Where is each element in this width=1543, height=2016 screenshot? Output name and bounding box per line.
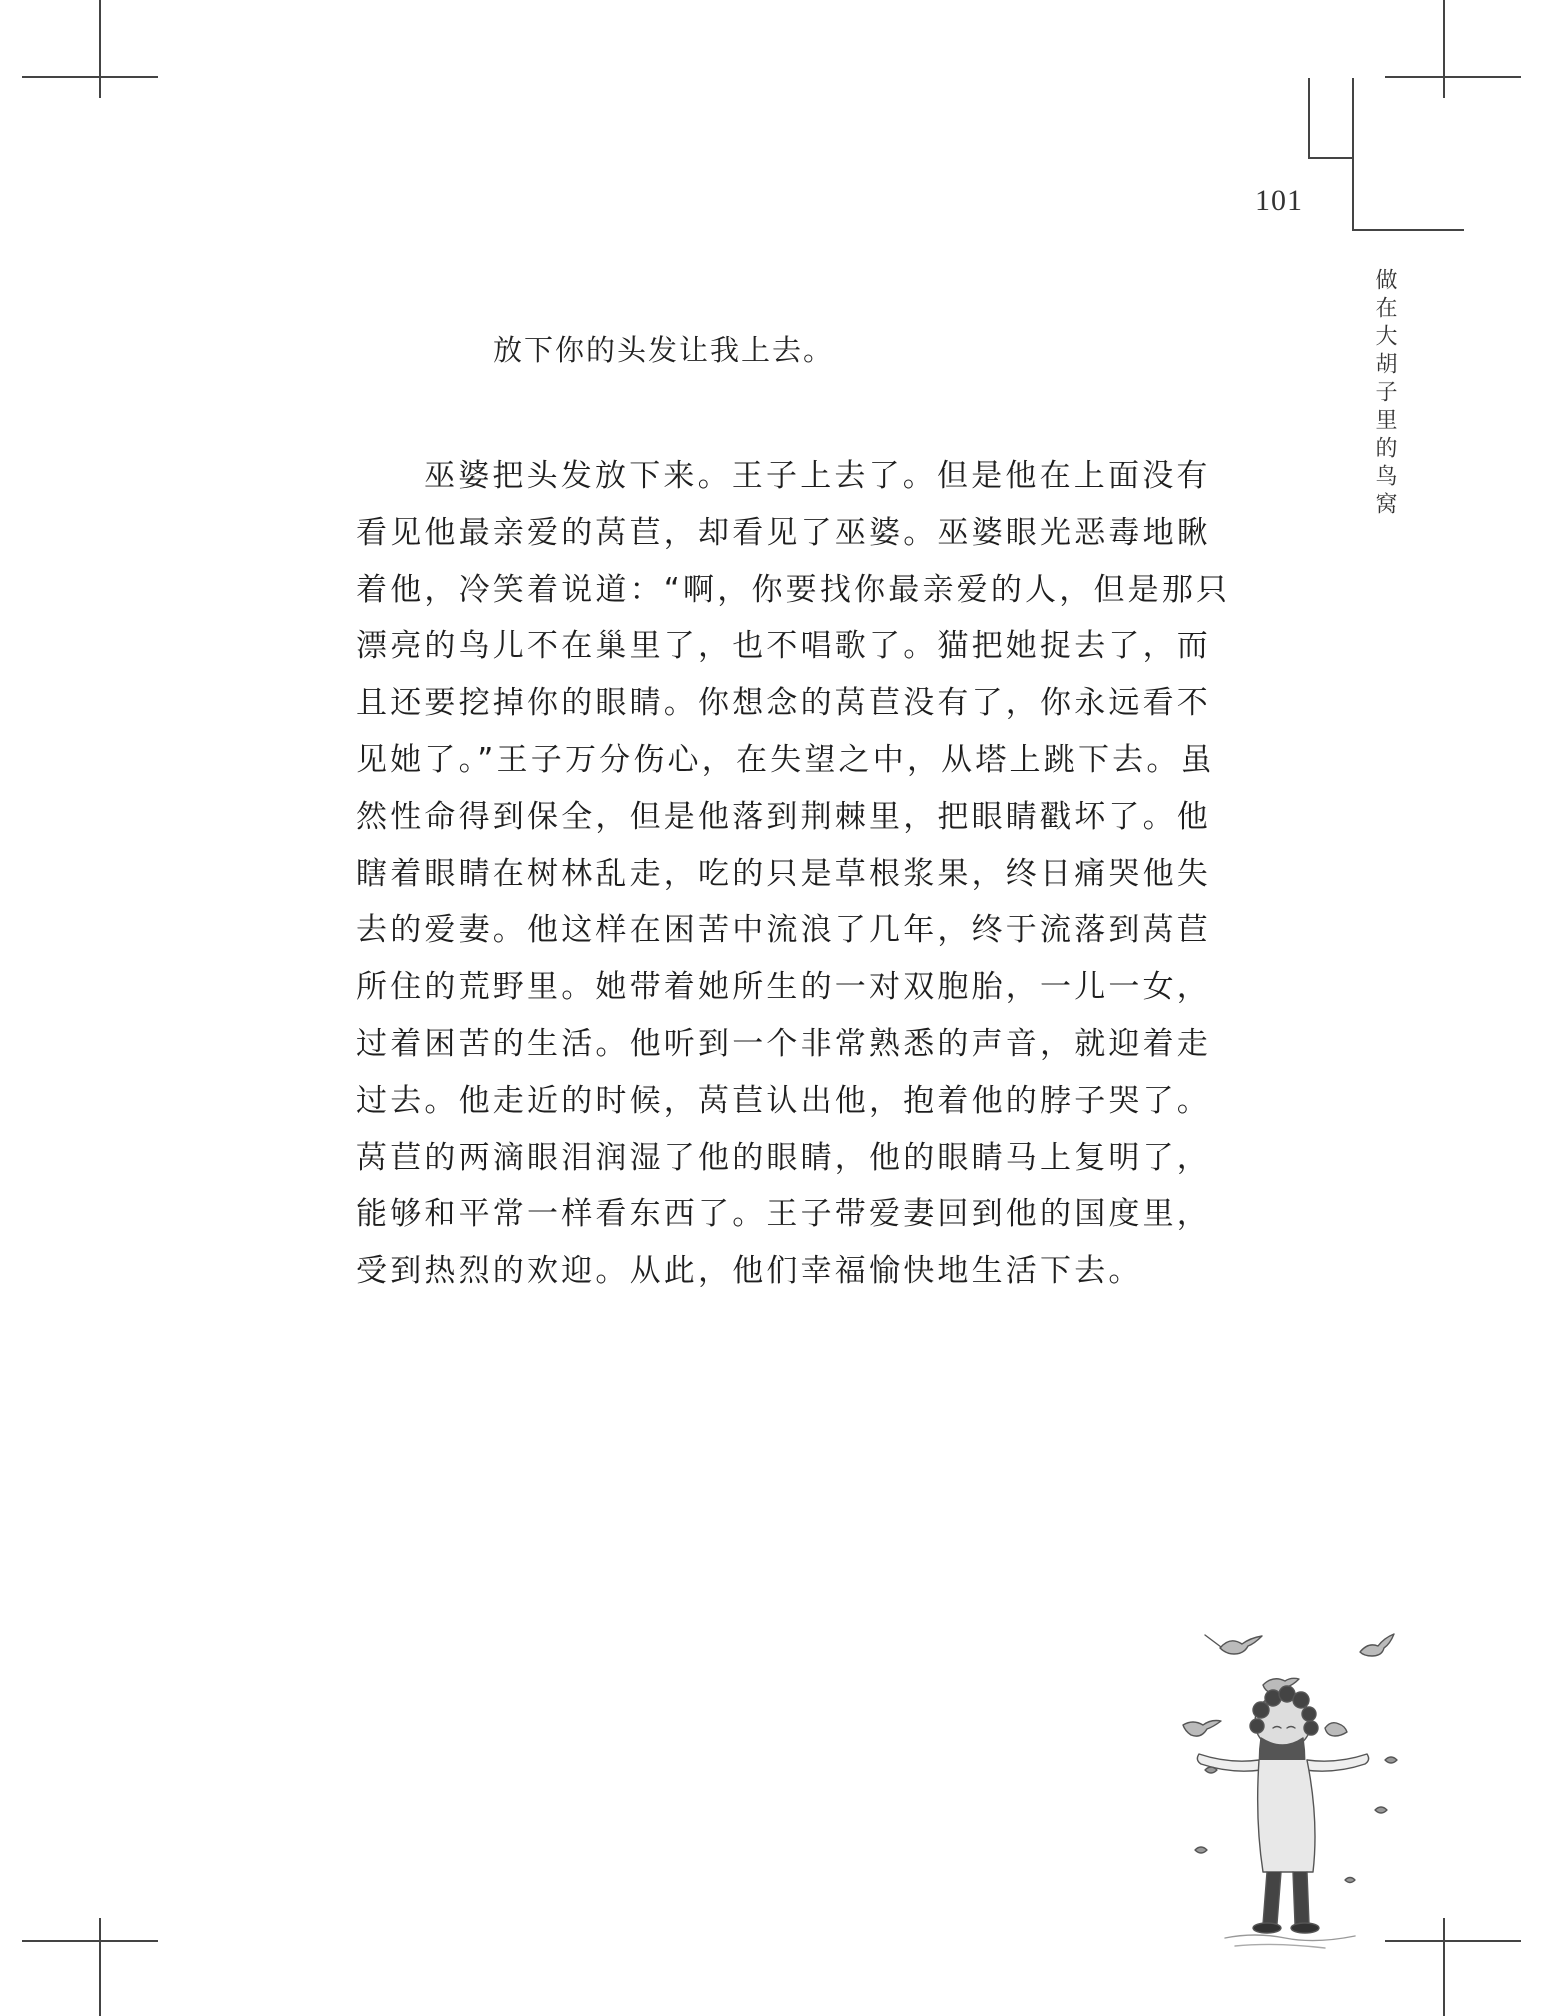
text-line: 受到热烈的欢迎。从此，他们幸福愉快地生活下去。	[356, 1253, 1143, 1290]
text-line: 看见他最亲爱的莴苣，却看见了巫婆。巫婆眼光恶毒地瞅	[356, 514, 1211, 551]
running-head: 做在大胡子里的鸟窝	[1372, 268, 1397, 520]
text-line: 巫婆把头发放下来。王子上去了。但是他在上面没有	[424, 458, 1211, 494]
bearded-man-illustration	[1175, 1610, 1425, 1955]
bird-icon	[1360, 1634, 1394, 1656]
bird-icon	[1205, 1635, 1262, 1654]
text-line: 着他，冷笑着说道：“啊，你要找你最亲爱的人，但是那只	[356, 571, 1231, 608]
left-leg	[1263, 1872, 1281, 1924]
crop-mark	[1443, 0, 1445, 98]
text-line: 过着困苦的生活。他听到一个非常熟悉的声音，就迎着走	[356, 1025, 1211, 1062]
right-leg	[1293, 1872, 1309, 1924]
crop-mark	[99, 1918, 101, 2016]
header-rule	[1352, 78, 1354, 230]
coat	[1258, 1760, 1315, 1872]
page-number: 101	[1255, 184, 1303, 217]
text-line: 见她了。”王子万分伤心，在失望之中，从塔上跳下去。虽	[356, 741, 1215, 778]
text-line: 且还要挖掉你的眼睛。你想念的莴苣没有了，你永远看不	[356, 685, 1211, 722]
text-line: 瞎着眼睛在树林乱走，吃的只是草根浆果，终日痛哭他失	[356, 855, 1211, 892]
text-line: 所住的荒野里。她带着她所生的一对双胞胎，一儿一女，	[356, 969, 1211, 1006]
crop-mark	[1385, 76, 1521, 78]
text-line: 莴苣的两滴眼泪润湿了他的眼睛，他的眼睛马上复明了，	[356, 1139, 1211, 1176]
header-rule	[1352, 229, 1464, 231]
bird-icon	[1183, 1721, 1221, 1737]
text-line: 过去。他走近的时候，莴苣认出他，抱着他的脖子哭了。	[356, 1082, 1211, 1119]
text-line: 能够和平常一样看东西了。王子带爱妻回到他的国度里，	[356, 1196, 1211, 1233]
bird-icon	[1325, 1723, 1347, 1736]
crop-mark	[22, 1940, 158, 1942]
body-text	[356, 448, 1231, 1300]
right-arm	[1305, 1754, 1369, 1771]
crop-mark	[22, 76, 158, 78]
text-line: 去的爱妻。他这样在困苦中流浪了几年，终于流落到莴苣	[356, 912, 1211, 949]
crop-mark	[1443, 1918, 1445, 2016]
text-line: 漂亮的鸟儿不在巢里了，也不唱歌了。猫把她捉去了，而	[356, 628, 1211, 665]
header-rule	[1308, 78, 1310, 158]
text-line: 然性命得到保全，但是他落到荆棘里，把眼睛戳坏了。他	[356, 798, 1211, 835]
verse-line: 放下你的头发让我上去。	[493, 333, 835, 367]
crop-mark	[99, 0, 101, 98]
header-rule	[1308, 157, 1353, 159]
